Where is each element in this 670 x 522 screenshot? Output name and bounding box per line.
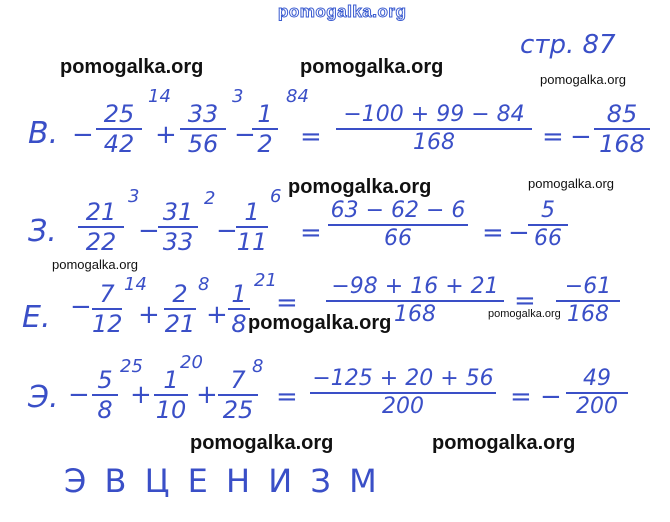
multiplier: 21	[254, 270, 277, 291]
minus-sign: −	[68, 380, 90, 410]
answer-fraction	[594, 102, 650, 156]
watermark: pomogalka.org	[52, 257, 138, 272]
watermark: pomogalka.org	[190, 432, 334, 454]
fraction	[158, 200, 198, 254]
minus-sign: −	[216, 216, 238, 246]
result-fraction	[326, 276, 504, 326]
numerator: 49	[583, 366, 611, 391]
multiplier: 8	[198, 274, 210, 295]
denominator: 168	[567, 302, 609, 327]
denominator: 200	[576, 394, 618, 419]
denominator: 168	[599, 130, 645, 158]
fraction	[180, 102, 226, 156]
numerator: 21	[85, 198, 117, 226]
plus-sign: +	[138, 300, 160, 330]
fraction	[92, 282, 122, 336]
numerator: 1	[257, 100, 273, 128]
plus-sign: +	[196, 380, 218, 410]
equals-sign: =	[542, 122, 564, 152]
watermark: pomogalka.org	[432, 432, 576, 454]
minus-sign: −	[570, 122, 592, 152]
watermark: pomogalka.org	[488, 308, 561, 320]
denominator: 2	[257, 130, 273, 158]
minus-sign: −	[540, 382, 562, 412]
plus-sign: +	[155, 120, 177, 150]
numerator: −61	[564, 274, 612, 299]
denominator: 168	[413, 130, 455, 155]
equals-sign: =	[514, 286, 536, 316]
answer-fraction	[556, 276, 620, 326]
watermark-top: pomogalka.org	[278, 2, 407, 21]
denominator: 11	[236, 228, 268, 256]
equals-sign: =	[276, 288, 298, 318]
denominator: 56	[187, 130, 219, 158]
numerator: −98 + 16 + 21	[331, 274, 499, 299]
numerator: 7	[230, 366, 246, 394]
plus-sign: +	[206, 300, 228, 330]
equals-sign: =	[276, 382, 298, 412]
denominator: 8	[97, 396, 113, 424]
numerator: 1	[244, 198, 260, 226]
denominator: 22	[85, 228, 117, 256]
answer-fraction	[528, 200, 568, 250]
row-label: З.	[28, 214, 57, 249]
denominator: 200	[382, 394, 424, 419]
denominator: 66	[384, 226, 412, 251]
fraction	[252, 102, 278, 156]
fraction	[164, 282, 196, 336]
row-label: Е.	[22, 300, 51, 335]
result-fraction	[310, 368, 496, 418]
watermark: pomogalka.org	[540, 72, 626, 87]
result-fraction	[336, 104, 532, 154]
minus-sign: −	[70, 292, 92, 322]
denominator: 66	[534, 226, 562, 251]
multiplier: 8	[252, 356, 264, 377]
row-label: В.	[28, 116, 59, 151]
minus-sign: −	[138, 216, 160, 246]
watermark: pomogalka.org	[288, 176, 432, 198]
fraction	[96, 102, 142, 156]
fraction	[228, 282, 250, 336]
numerator: 25	[103, 100, 135, 128]
denominator: 33	[162, 228, 194, 256]
denominator: 21	[164, 310, 196, 338]
row-label: Э.	[28, 380, 59, 415]
result-fraction	[328, 200, 468, 250]
fraction	[236, 200, 268, 254]
denominator: 10	[155, 396, 187, 424]
answer-word: Э В Ц Е Н И З М	[64, 462, 381, 500]
multiplier: 14	[124, 274, 147, 295]
equals-sign: =	[300, 122, 322, 152]
numerator: 5	[97, 366, 113, 394]
fraction	[154, 368, 188, 422]
numerator: 33	[187, 100, 219, 128]
denominator: 42	[103, 130, 135, 158]
watermark: pomogalka.org	[248, 312, 392, 334]
watermark: pomogalka.org	[60, 56, 204, 78]
numerator: 1	[163, 366, 179, 394]
numerator: 5	[541, 198, 555, 223]
equals-sign: =	[300, 218, 322, 248]
answer-fraction	[566, 368, 628, 418]
multiplier: 3	[232, 86, 244, 107]
equals-sign: =	[510, 382, 532, 412]
minus-sign: −	[234, 120, 256, 150]
multiplier: 25	[120, 356, 143, 377]
numerator: 31	[162, 198, 194, 226]
fraction	[78, 200, 124, 254]
equals-sign: =	[482, 218, 504, 248]
denominator: 25	[222, 396, 254, 424]
watermark: pomogalka.org	[528, 176, 614, 191]
numerator: −100 + 99 − 84	[343, 102, 525, 127]
watermark: pomogalka.org	[300, 56, 444, 78]
fraction	[92, 368, 118, 422]
multiplier: 14	[148, 86, 171, 107]
denominator: 8	[231, 310, 247, 338]
minus-sign: −	[508, 218, 530, 248]
numerator: 1	[231, 280, 247, 308]
multiplier: 3	[128, 186, 140, 207]
denominator: 168	[394, 302, 436, 327]
page-reference: стр. 87	[520, 30, 616, 60]
numerator: 2	[172, 280, 188, 308]
multiplier: 84	[286, 86, 309, 107]
numerator: 85	[606, 100, 638, 128]
numerator: 63 − 62 − 6	[330, 198, 466, 223]
numerator: 7	[99, 280, 115, 308]
denominator: 12	[92, 310, 123, 338]
multiplier: 2	[204, 188, 216, 209]
multiplier: 6	[270, 186, 282, 207]
minus-sign: −	[72, 120, 94, 150]
numerator: −125 + 20 + 56	[312, 366, 494, 391]
plus-sign: +	[130, 380, 152, 410]
multiplier: 20	[180, 352, 203, 373]
